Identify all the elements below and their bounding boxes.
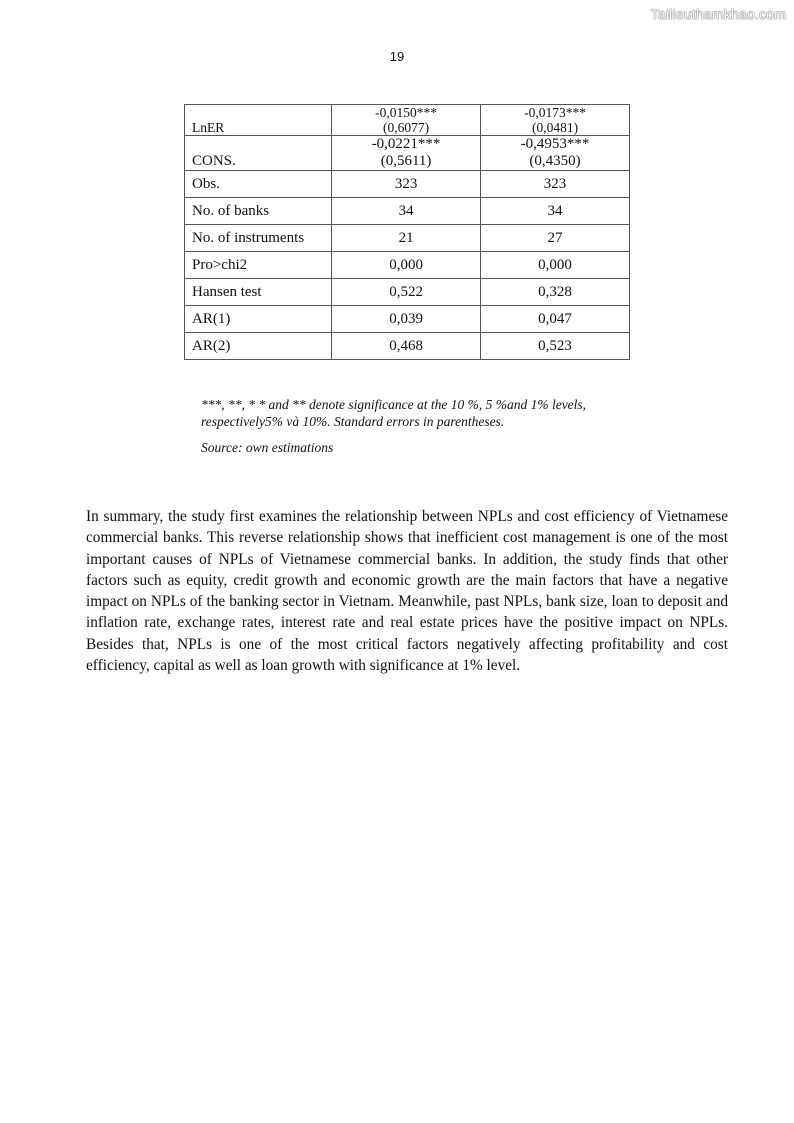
row-label: Pro>chi2 xyxy=(185,252,332,279)
coefficient-value: -0,0173*** xyxy=(524,105,586,120)
row-label: No. of instruments xyxy=(185,225,332,252)
coefficient-cell xyxy=(481,136,630,171)
value-cell: 0,468 xyxy=(332,333,481,360)
source-note: Source: own estimations xyxy=(201,440,334,455)
summary-paragraph: In summary, the study first examines the relationship between NPLs and cost efficiency of Vietnamese commercial banks. This reverse relationship shows that inefficient cost management is one of the most important causes of NPLs of Vietnamese commercial banks. In addition, the study finds that other factors such as equity, credit growth and economic growth are the main factors that have a negative impact on NPLs of the banking sector in Vietnam. Meanwhile, past NPLs, bank size, loan to deposit and inflation rate, exchange rates, interest rate and real estate prices have the positive impact on NPLs. Besides that, NPLs is one of the most critical factors negatively affecting profitability and cost efficiency, capital as well as loan growth with significance at 1% level. xyxy=(86,508,728,675)
page-number: 19 xyxy=(389,49,405,64)
table-row-hansen xyxy=(185,279,630,306)
table-row-lner xyxy=(185,105,630,136)
value-cell: 34 xyxy=(481,198,630,225)
standard-error: (0,5611) xyxy=(380,153,432,169)
row-label: AR(1) xyxy=(185,306,332,333)
standard-error: (0,0481) xyxy=(531,120,579,135)
value-cell: 0,000 xyxy=(481,252,630,279)
coefficient-cell xyxy=(332,136,481,171)
row-label: LnER xyxy=(185,105,332,136)
regression-results-table xyxy=(184,104,630,360)
row-label: Obs. xyxy=(185,171,332,198)
value-cell: 0,047 xyxy=(481,306,630,333)
table-row-instruments xyxy=(185,225,630,252)
value-cell: 0,522 xyxy=(332,279,481,306)
table-row-banks xyxy=(185,198,630,225)
value-cell: 323 xyxy=(332,171,481,198)
table-row-obs xyxy=(185,171,630,198)
value-cell: 34 xyxy=(332,198,481,225)
coefficient-value: -0,0150*** xyxy=(375,105,437,120)
value-cell: 0,523 xyxy=(481,333,630,360)
table-row-ar2 xyxy=(185,333,630,360)
significance-note: ***, **, * * and ** denote significance at the 10 %, 5 %and 1% levels, respectively5% và 10%. Standard errors in parentheses. xyxy=(201,397,587,429)
standard-error: (0,4350) xyxy=(529,153,581,169)
standard-error: (0,6077) xyxy=(383,120,430,135)
value-cell: 0,000 xyxy=(332,252,481,279)
value-cell: 27 xyxy=(481,225,630,252)
row-label: AR(2) xyxy=(185,333,332,360)
table-notes xyxy=(201,396,641,456)
coefficient-value: -0,4953*** xyxy=(520,136,590,152)
value-cell: 0,328 xyxy=(481,279,630,306)
row-label: CONS. xyxy=(185,136,332,171)
coefficient-value: -0,0221*** xyxy=(371,136,441,152)
coefficient-cell xyxy=(481,105,630,136)
watermark: Tailieuthamkhao.com xyxy=(650,6,786,22)
value-cell: 0,039 xyxy=(332,306,481,333)
table-row-cons xyxy=(185,136,630,171)
row-label: Hansen test xyxy=(185,279,332,306)
coefficient-cell xyxy=(332,105,481,136)
table-row-prochi2 xyxy=(185,252,630,279)
table-row-ar1 xyxy=(185,306,630,333)
row-label: No. of banks xyxy=(185,198,332,225)
value-cell: 21 xyxy=(332,225,481,252)
value-cell: 323 xyxy=(481,171,630,198)
